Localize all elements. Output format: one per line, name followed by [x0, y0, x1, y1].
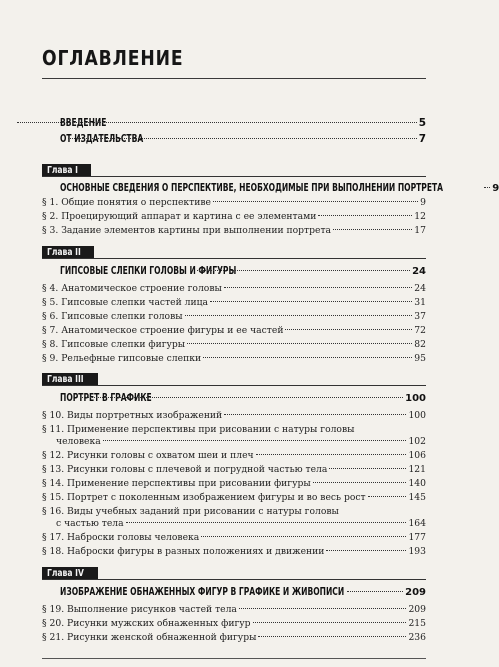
- leader-dots: [347, 591, 403, 592]
- toc-section[interactable]: [42, 632, 426, 643]
- leader-dots: [368, 496, 407, 497]
- leader-dots: [201, 536, 406, 537]
- toc-entry-publisher[interactable]: [60, 133, 426, 145]
- section-label: § 17. Наброски головы человека: [42, 532, 200, 543]
- section-page: 12: [414, 211, 426, 222]
- section-page: 100: [408, 410, 426, 421]
- leader-dots: [329, 468, 406, 469]
- section-page: 106: [408, 450, 426, 461]
- section-label: § 18. Наброски фигуры в разных положениях и движении: [42, 546, 325, 557]
- toc-section[interactable]: [42, 604, 426, 615]
- toc-section[interactable]: [42, 532, 426, 543]
- section-label: § 6. Гипсовые слепки головы: [42, 311, 183, 322]
- title-rule: [42, 78, 426, 79]
- leader-dots: [210, 301, 412, 302]
- leader-dots: [313, 482, 407, 483]
- chapter-title-row[interactable]: [60, 586, 426, 598]
- section-page: 209: [408, 604, 426, 615]
- leader-dots: [80, 397, 404, 398]
- section-label-cont: человека: [56, 436, 101, 447]
- section-page: 177: [408, 532, 426, 543]
- leader-dots: [197, 270, 410, 271]
- toc-section[interactable]: [42, 283, 426, 294]
- section-label: § 8. Гипсовые слепки фигуры: [42, 339, 186, 350]
- toc-section[interactable]: [42, 464, 426, 475]
- chapter-page: 209: [405, 587, 426, 598]
- chapter-badge: Глава IV: [42, 567, 98, 580]
- section-label: § 5. Гипсовые слепки частей лица: [42, 297, 208, 308]
- section-label: § 4. Анатомическое строение головы: [42, 283, 222, 294]
- section-label: § 14. Применение перспективы при рисовании фигуры: [42, 478, 311, 489]
- toc-section[interactable]: [42, 353, 426, 364]
- toc-section[interactable]: [42, 478, 426, 489]
- toc-section[interactable]: [42, 339, 426, 350]
- toc-section-first-line[interactable]: § 16. Виды учебных заданий при рисовании с натуры головы: [42, 506, 339, 517]
- toc-section[interactable]: [56, 436, 426, 447]
- bottom-rule: [42, 658, 426, 659]
- toc-section[interactable]: [42, 450, 426, 461]
- section-page: 95: [414, 353, 426, 364]
- entry-label: ВВЕДЕНИЕ: [60, 117, 107, 129]
- toc-section[interactable]: [56, 518, 426, 529]
- toc-section[interactable]: [42, 225, 426, 236]
- leader-dots: [484, 187, 490, 188]
- section-label: § 12. Рисунки головы с охватом шеи и плеч: [42, 450, 254, 461]
- chapter-title-row[interactable]: [60, 265, 426, 277]
- section-page: 72: [414, 325, 426, 336]
- toc-section[interactable]: [42, 211, 426, 222]
- chapter-title: ИЗОБРАЖЕНИЕ ОБНАЖЕННЫХ ФИГУР В ГРАФИКЕ И ЖИВОПИСИ: [60, 586, 345, 598]
- chapter-title-row[interactable]: [60, 392, 426, 404]
- leader-dots: [256, 454, 407, 455]
- toc-section[interactable]: [42, 618, 426, 629]
- section-label: § 21. Рисунки женской обнаженной фигуры: [42, 632, 257, 643]
- chapter-rule: [42, 385, 426, 386]
- section-label: § 20. Рисунки мужских обнаженных фигур: [42, 618, 251, 629]
- leader-dots: [185, 315, 413, 316]
- section-label: § 7. Анатомическое строение фигуры и ее частей: [42, 325, 284, 336]
- section-page: 9: [420, 197, 426, 208]
- toc-section[interactable]: [42, 546, 426, 557]
- leader-dots: [224, 287, 412, 288]
- section-label: § 19. Выполнение рисунков частей тела: [42, 604, 237, 615]
- leader-dots: [68, 138, 417, 139]
- section-label: § 3. Задание элементов картины при выполнении портрета: [42, 225, 332, 236]
- chapter-title: ГИПСОВЫЕ СЛЕПКИ ГОЛОВЫ И ФИГУРЫ: [60, 265, 237, 277]
- leader-dots: [103, 440, 407, 441]
- chapter-badge: Глава III: [42, 373, 98, 386]
- chapter-page: 9: [492, 183, 499, 194]
- section-page: 102: [408, 436, 426, 447]
- chapter-page: 24: [412, 266, 426, 277]
- leader-dots: [203, 357, 412, 358]
- entry-page: 7: [418, 133, 426, 145]
- toc-section-first-line[interactable]: § 11. Применение перспективы при рисовании с натуры головы: [42, 424, 355, 435]
- leader-dots: [213, 201, 418, 202]
- section-label: § 9. Рельефные гипсовые слепки: [42, 353, 202, 364]
- toc-section[interactable]: [42, 492, 426, 503]
- section-page: 37: [414, 311, 426, 322]
- leader-dots: [326, 550, 406, 551]
- leader-dots: [239, 608, 407, 609]
- toc-section[interactable]: [42, 297, 426, 308]
- leader-dots: [258, 636, 406, 637]
- chapter-badge: Глава I: [42, 164, 91, 177]
- chapter-page: 100: [405, 393, 426, 404]
- leader-dots: [318, 215, 412, 216]
- chapter-title: ПОРТРЕТ В ГРАФИКЕ: [60, 392, 152, 404]
- leader-dots: [285, 329, 412, 330]
- chapter-badge: Глава II: [42, 246, 94, 259]
- section-page: 215: [408, 618, 426, 629]
- toc-section[interactable]: [42, 325, 426, 336]
- entry-label: ОТ ИЗДАТЕЛЬСТВА: [60, 133, 144, 145]
- leader-dots: [187, 343, 412, 344]
- toc-section[interactable]: [42, 311, 426, 322]
- section-label-cont: с частью тела: [56, 518, 124, 529]
- leader-dots: [126, 522, 407, 523]
- chapter-rule: [42, 176, 426, 177]
- section-page: 140: [408, 478, 426, 489]
- section-page: 24: [414, 283, 426, 294]
- section-page: 236: [408, 632, 426, 643]
- leader-dots: [333, 229, 412, 230]
- section-page: 17: [414, 225, 426, 236]
- section-label: § 13. Рисунки головы с плечевой и погрудной частью тела: [42, 464, 328, 475]
- chapter-title: ОСНОВНЫЕ СВЕДЕНИЯ О ПЕРСПЕКТИВЕ, НЕОБХОДИМЫЕ ПРИ ВЫПОЛНЕНИИ ПОРТРЕТА: [60, 182, 444, 194]
- section-label: § 1. Общие понятия о перспективе: [42, 197, 211, 208]
- section-page: 82: [414, 339, 426, 350]
- section-page: 164: [408, 518, 426, 529]
- entry-page: 5: [418, 117, 426, 129]
- page-title: ОГЛАВЛЕНИЕ: [42, 46, 184, 70]
- section-page: 31: [414, 297, 426, 308]
- chapter-title-row[interactable]: [60, 182, 499, 194]
- toc-section[interactable]: [42, 197, 426, 208]
- section-page: 145: [408, 492, 426, 503]
- toc-entry-intro[interactable]: [60, 117, 426, 129]
- section-label: § 2. Проецирующий аппарат и картина с ее элементами: [42, 211, 317, 222]
- section-page: 121: [408, 464, 426, 475]
- chapter-rule: [42, 579, 426, 580]
- leader-dots: [17, 122, 417, 123]
- section-label: § 15. Портрет с поколенным изображением фигуры и во весь рост: [42, 492, 366, 503]
- leader-dots: [253, 622, 407, 623]
- toc-section[interactable]: [42, 410, 426, 421]
- chapter-rule: [42, 258, 426, 259]
- section-page: 193: [408, 546, 426, 557]
- leader-dots: [224, 414, 406, 415]
- section-label: § 10. Виды портретных изображений: [42, 410, 223, 421]
